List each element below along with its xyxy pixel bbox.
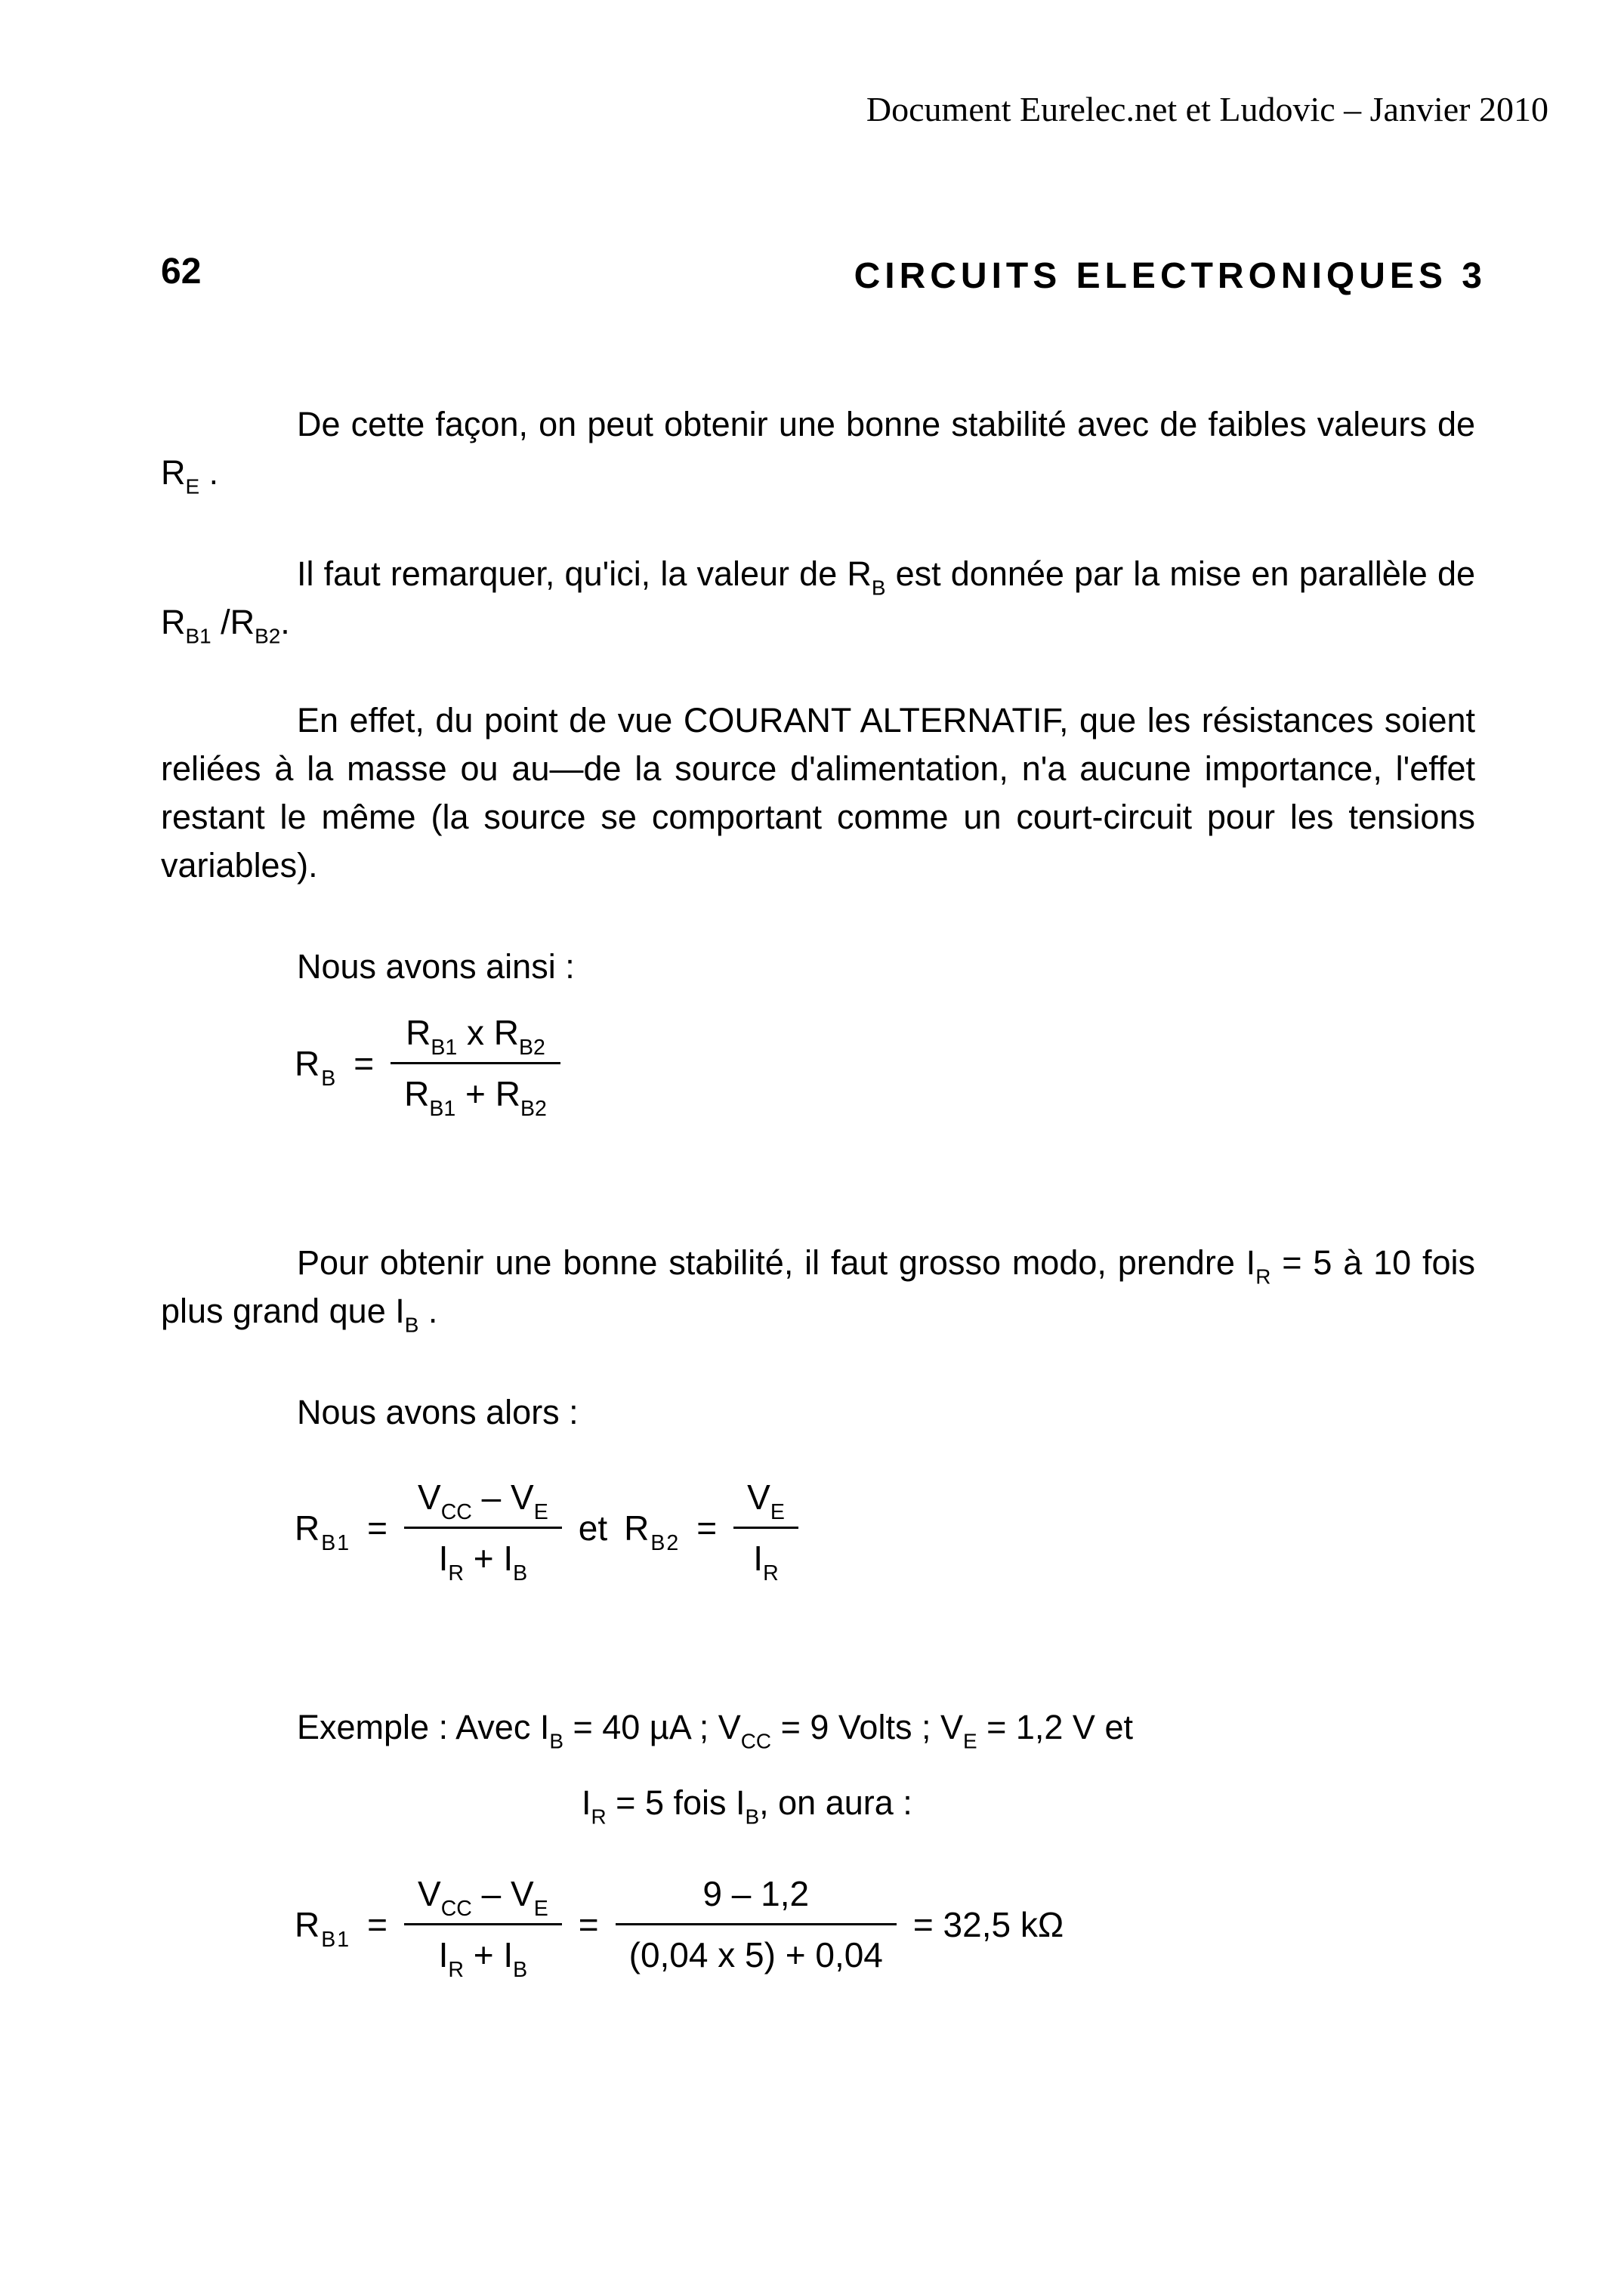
paragraph-5: Pour obtenir une bonne stabilité, il faut grosso modo, prendre $I_R = 5$ à 10 fois plus grand que $I_B$ .	[161, 1243, 1475, 1337]
running-title: CIRCUITS ELECTRONIQUES 3	[854, 256, 1487, 296]
formula-rb1-numeric: $R_{B1}$ = $\frac{V_{CC} - V_E}{I_R + I_B}$ = $\frac{9 - 1,2}{(0,04 x 5) + 0,04}$ = 32,5 kΩ	[295, 1874, 1064, 1982]
example-line-1: Exemple : Avec $I_B = 40$ µA ; $V_{CC} = 9$ Volts ; $V_E = 1,2$ V et	[297, 1708, 1133, 1753]
fraction: $\frac{V_E}{I_R}$	[733, 1477, 798, 1579]
paragraph-6: Nous avons alors :	[297, 1393, 579, 1431]
paragraph-1: De cette façon, on peut obtenir une bonne stabilité avec de faibles valeurs de $R_E$ .	[161, 405, 1475, 499]
source-note: Document Eurelec.net et Ludovic – Janvier 2010	[866, 90, 1548, 128]
result-value: = 32,5 kΩ	[912, 1904, 1064, 1944]
paragraph-2: Il faut remarquer, qu'ici, la valeur de $R_B$ est donnée par la mise en parallèle de $R_{B1}$ $/R_{B2}$.	[161, 554, 1475, 648]
paragraph-4: Nous avons ainsi :	[297, 947, 575, 986]
fraction: $\frac{9 - 1,2}{(0,04 x 5) + 0,04}$	[616, 1873, 897, 1975]
paragraph-3: En effet, du point de vue COURANT ALTERNATIF, que les résistances soient reliées à la masse ou au—de la source d'alimentation, n'a aucune importance, l'effet restant le même (la source se comportant comme un court-circuit pour les tensions variables).	[161, 701, 1475, 885]
formula-rb1-rb2: $R_{B1}$ = $\frac{V_{CC} - V_E}{I_R + I_B}$ et $R_{B2}$ = $\frac{V_E}{I_R}$	[295, 1477, 798, 1579]
page-number: 62	[161, 252, 202, 292]
example-line-2: $I_R = 5$ fois $I_B$, on aura :	[582, 1783, 912, 1829]
fraction: $\frac{V_{CC} - V_E}{I_R + I_B}$	[404, 1477, 562, 1579]
formula-rb-parallel: $R_B$ = $\frac{R_{B1} x R_{B2}}{R_{B1} + R_{B2}}$	[295, 1012, 560, 1114]
fraction: $\frac{V_{CC} - V_E}{I_R + I_B}$	[404, 1873, 562, 1975]
fraction: $\frac{R_{B1} x R_{B2}}{R_{B1} + R_{B2}}$	[391, 1012, 560, 1114]
